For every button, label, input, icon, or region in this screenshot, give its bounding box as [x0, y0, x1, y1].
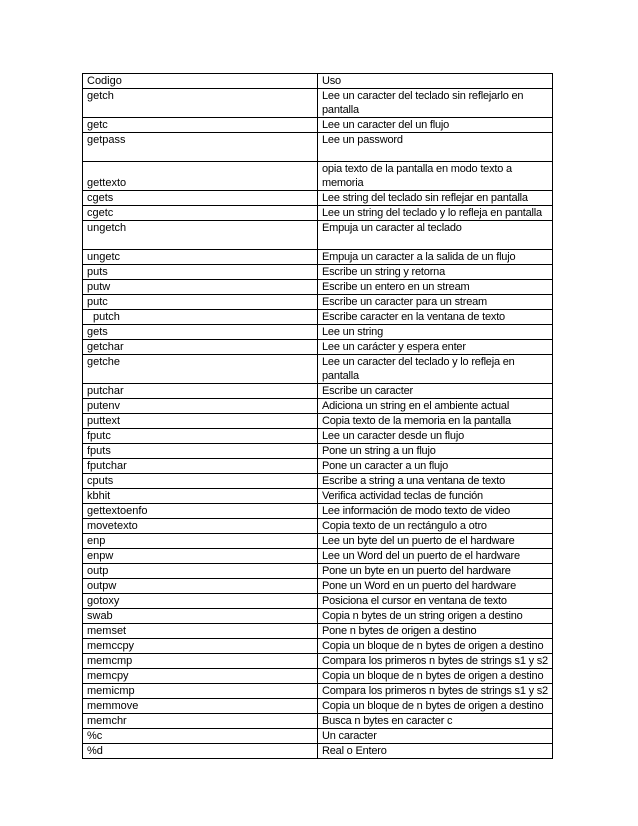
- cell-codigo: memchr: [83, 714, 318, 729]
- cell-uso: opia texto de la pantalla en modo texto a memoria: [318, 162, 553, 191]
- cell-codigo: puts: [83, 265, 318, 280]
- cell-uso: Lee un string: [318, 325, 553, 340]
- cell-codigo: movetexto: [83, 519, 318, 534]
- table-row: [83, 206, 553, 221]
- table-row: [83, 429, 553, 444]
- table-row: [83, 191, 553, 206]
- table-row: [83, 744, 553, 759]
- cell-uso: Pone un caracter a un flujo: [318, 459, 553, 474]
- cell-uso: Escribe un entero en un stream: [318, 280, 553, 295]
- table-row: [83, 639, 553, 654]
- cell-codigo: puttext: [83, 414, 318, 429]
- cell-uso: Copia un bloque de n bytes de origen a destino: [318, 639, 553, 654]
- table-row: [83, 714, 553, 729]
- table-row: [83, 162, 553, 191]
- cell-uso: Copia un bloque de n bytes de origen a destino: [318, 699, 553, 714]
- cell-uso: Lee un caracter del teclado sin reflejarlo en pantalla: [318, 89, 553, 118]
- cell-uso: Real o Entero: [318, 744, 553, 759]
- cell-codigo: getpass: [83, 133, 318, 162]
- cell-codigo: gets: [83, 325, 318, 340]
- cell-uso: Copia un bloque de n bytes de origen a destino: [318, 669, 553, 684]
- table-row: [83, 489, 553, 504]
- cell-uso: Un caracter: [318, 729, 553, 744]
- cell-codigo: putchar: [83, 384, 318, 399]
- cell-codigo: swab: [83, 609, 318, 624]
- cell-uso: Lee un Word del un puerto de el hardware: [318, 549, 553, 564]
- table-row: [83, 384, 553, 399]
- cell-codigo: cgets: [83, 191, 318, 206]
- cell-codigo: getchar: [83, 340, 318, 355]
- cell-uso: Copia texto de la memoria en la pantalla: [318, 414, 553, 429]
- cell-codigo: memset: [83, 624, 318, 639]
- cell-codigo: enpw: [83, 549, 318, 564]
- cell-uso: Lee un caracter del teclado y lo refleja en pantalla: [318, 355, 553, 384]
- cell-uso: Copia n bytes de un string origen a destino: [318, 609, 553, 624]
- cell-uso: Lee un caracter desde un flujo: [318, 429, 553, 444]
- table-row: [83, 609, 553, 624]
- table-row: [83, 474, 553, 489]
- cell-codigo: memcpy: [83, 669, 318, 684]
- table-row: [83, 579, 553, 594]
- cell-codigo: fputs: [83, 444, 318, 459]
- table-row: [83, 459, 553, 474]
- cell-codigo: kbhit: [83, 489, 318, 504]
- cell-codigo: fputc: [83, 429, 318, 444]
- table-row: [83, 133, 553, 162]
- cell-uso: Escribe un caracter para un stream: [318, 295, 553, 310]
- table-row: [83, 519, 553, 534]
- cell-codigo: gettextoenfo: [83, 504, 318, 519]
- table-row: [83, 444, 553, 459]
- table-row: [83, 340, 553, 355]
- document-page: [82, 73, 550, 759]
- table-row: [83, 89, 553, 118]
- cell-uso: Copia texto de un rectángulo a otro: [318, 519, 553, 534]
- cell-codigo: getche: [83, 355, 318, 384]
- table-row: [83, 564, 553, 579]
- cell-uso: Escribe caracter en la ventana de texto: [318, 310, 553, 325]
- cell-uso: Adiciona un string en el ambiente actual: [318, 399, 553, 414]
- table-row: [83, 699, 553, 714]
- cell-codigo: putc: [83, 295, 318, 310]
- cell-codigo: getch: [83, 89, 318, 118]
- table-row: [83, 250, 553, 265]
- table-row: [83, 399, 553, 414]
- table-header-row: [83, 74, 553, 89]
- cell-uso: Lee información de modo texto de video: [318, 504, 553, 519]
- functions-table: [82, 73, 553, 759]
- cell-codigo: cputs: [83, 474, 318, 489]
- cell-uso: Compara los primeros n bytes de strings s1 y s2: [318, 684, 553, 699]
- cell-uso: Pone un string a un flujo: [318, 444, 553, 459]
- cell-uso: Lee un caracter del un flujo: [318, 118, 553, 133]
- cell-codigo: ungetc: [83, 250, 318, 265]
- table-row: [83, 325, 553, 340]
- cell-codigo: memicmp: [83, 684, 318, 699]
- cell-codigo: memmove: [83, 699, 318, 714]
- cell-uso: Lee string del teclado sin reflejar en pantalla: [318, 191, 553, 206]
- cell-codigo: cgetc: [83, 206, 318, 221]
- cell-uso: Pone un byte en un puerto del hardware: [318, 564, 553, 579]
- table-row: [83, 549, 553, 564]
- table-row: [83, 534, 553, 549]
- cell-uso: Empuja un caracter al teclado: [318, 221, 553, 250]
- cell-uso: Pone n bytes de origen a destino: [318, 624, 553, 639]
- table-row: [83, 504, 553, 519]
- table-row: [83, 624, 553, 639]
- cell-codigo: putch: [83, 310, 318, 325]
- cell-uso: Busca n bytes en caracter c: [318, 714, 553, 729]
- cell-uso: Lee un password: [318, 133, 553, 162]
- cell-uso: Posiciona el cursor en ventana de texto: [318, 594, 553, 609]
- cell-codigo: fputchar: [83, 459, 318, 474]
- cell-uso: Compara los primeros n bytes de strings s1 y s2: [318, 654, 553, 669]
- table-row: [83, 265, 553, 280]
- cell-uso: Lee un string del teclado y lo refleja en pantalla: [318, 206, 553, 221]
- cell-uso: Lee un byte del un puerto de el hardware: [318, 534, 553, 549]
- cell-codigo: outp: [83, 564, 318, 579]
- table-row: [83, 669, 553, 684]
- cell-uso: Lee un carácter y espera enter: [318, 340, 553, 355]
- cell-codigo: %c: [83, 729, 318, 744]
- cell-uso: Escribe a string a una ventana de texto: [318, 474, 553, 489]
- cell-codigo: getc: [83, 118, 318, 133]
- cell-uso: Escribe un caracter: [318, 384, 553, 399]
- table-row: [83, 280, 553, 295]
- table-row: [83, 729, 553, 744]
- cell-codigo: putenv: [83, 399, 318, 414]
- cell-uso: Pone un Word en un puerto del hardware: [318, 579, 553, 594]
- cell-uso: Verifica actividad teclas de función: [318, 489, 553, 504]
- header-codigo: Codigo: [83, 74, 318, 89]
- table-row: [83, 414, 553, 429]
- table-row: [83, 221, 553, 250]
- table-row: [83, 355, 553, 384]
- cell-codigo: gotoxy: [83, 594, 318, 609]
- table-row: [83, 654, 553, 669]
- cell-codigo: memccpy: [83, 639, 318, 654]
- cell-codigo: %d: [83, 744, 318, 759]
- cell-codigo: enp: [83, 534, 318, 549]
- cell-codigo: putw: [83, 280, 318, 295]
- table-row: [83, 118, 553, 133]
- cell-codigo: gettexto: [83, 162, 318, 191]
- header-uso: Uso: [318, 74, 553, 89]
- table-row: [83, 594, 553, 609]
- cell-uso: Empuja un caracter a la salida de un flujo: [318, 250, 553, 265]
- cell-codigo: outpw: [83, 579, 318, 594]
- table-body: [83, 74, 553, 759]
- cell-codigo: memcmp: [83, 654, 318, 669]
- table-row: [83, 684, 553, 699]
- table-row: [83, 295, 553, 310]
- table-row: [83, 310, 553, 325]
- cell-uso: Escribe un string y retorna: [318, 265, 553, 280]
- cell-codigo: ungetch: [83, 221, 318, 250]
